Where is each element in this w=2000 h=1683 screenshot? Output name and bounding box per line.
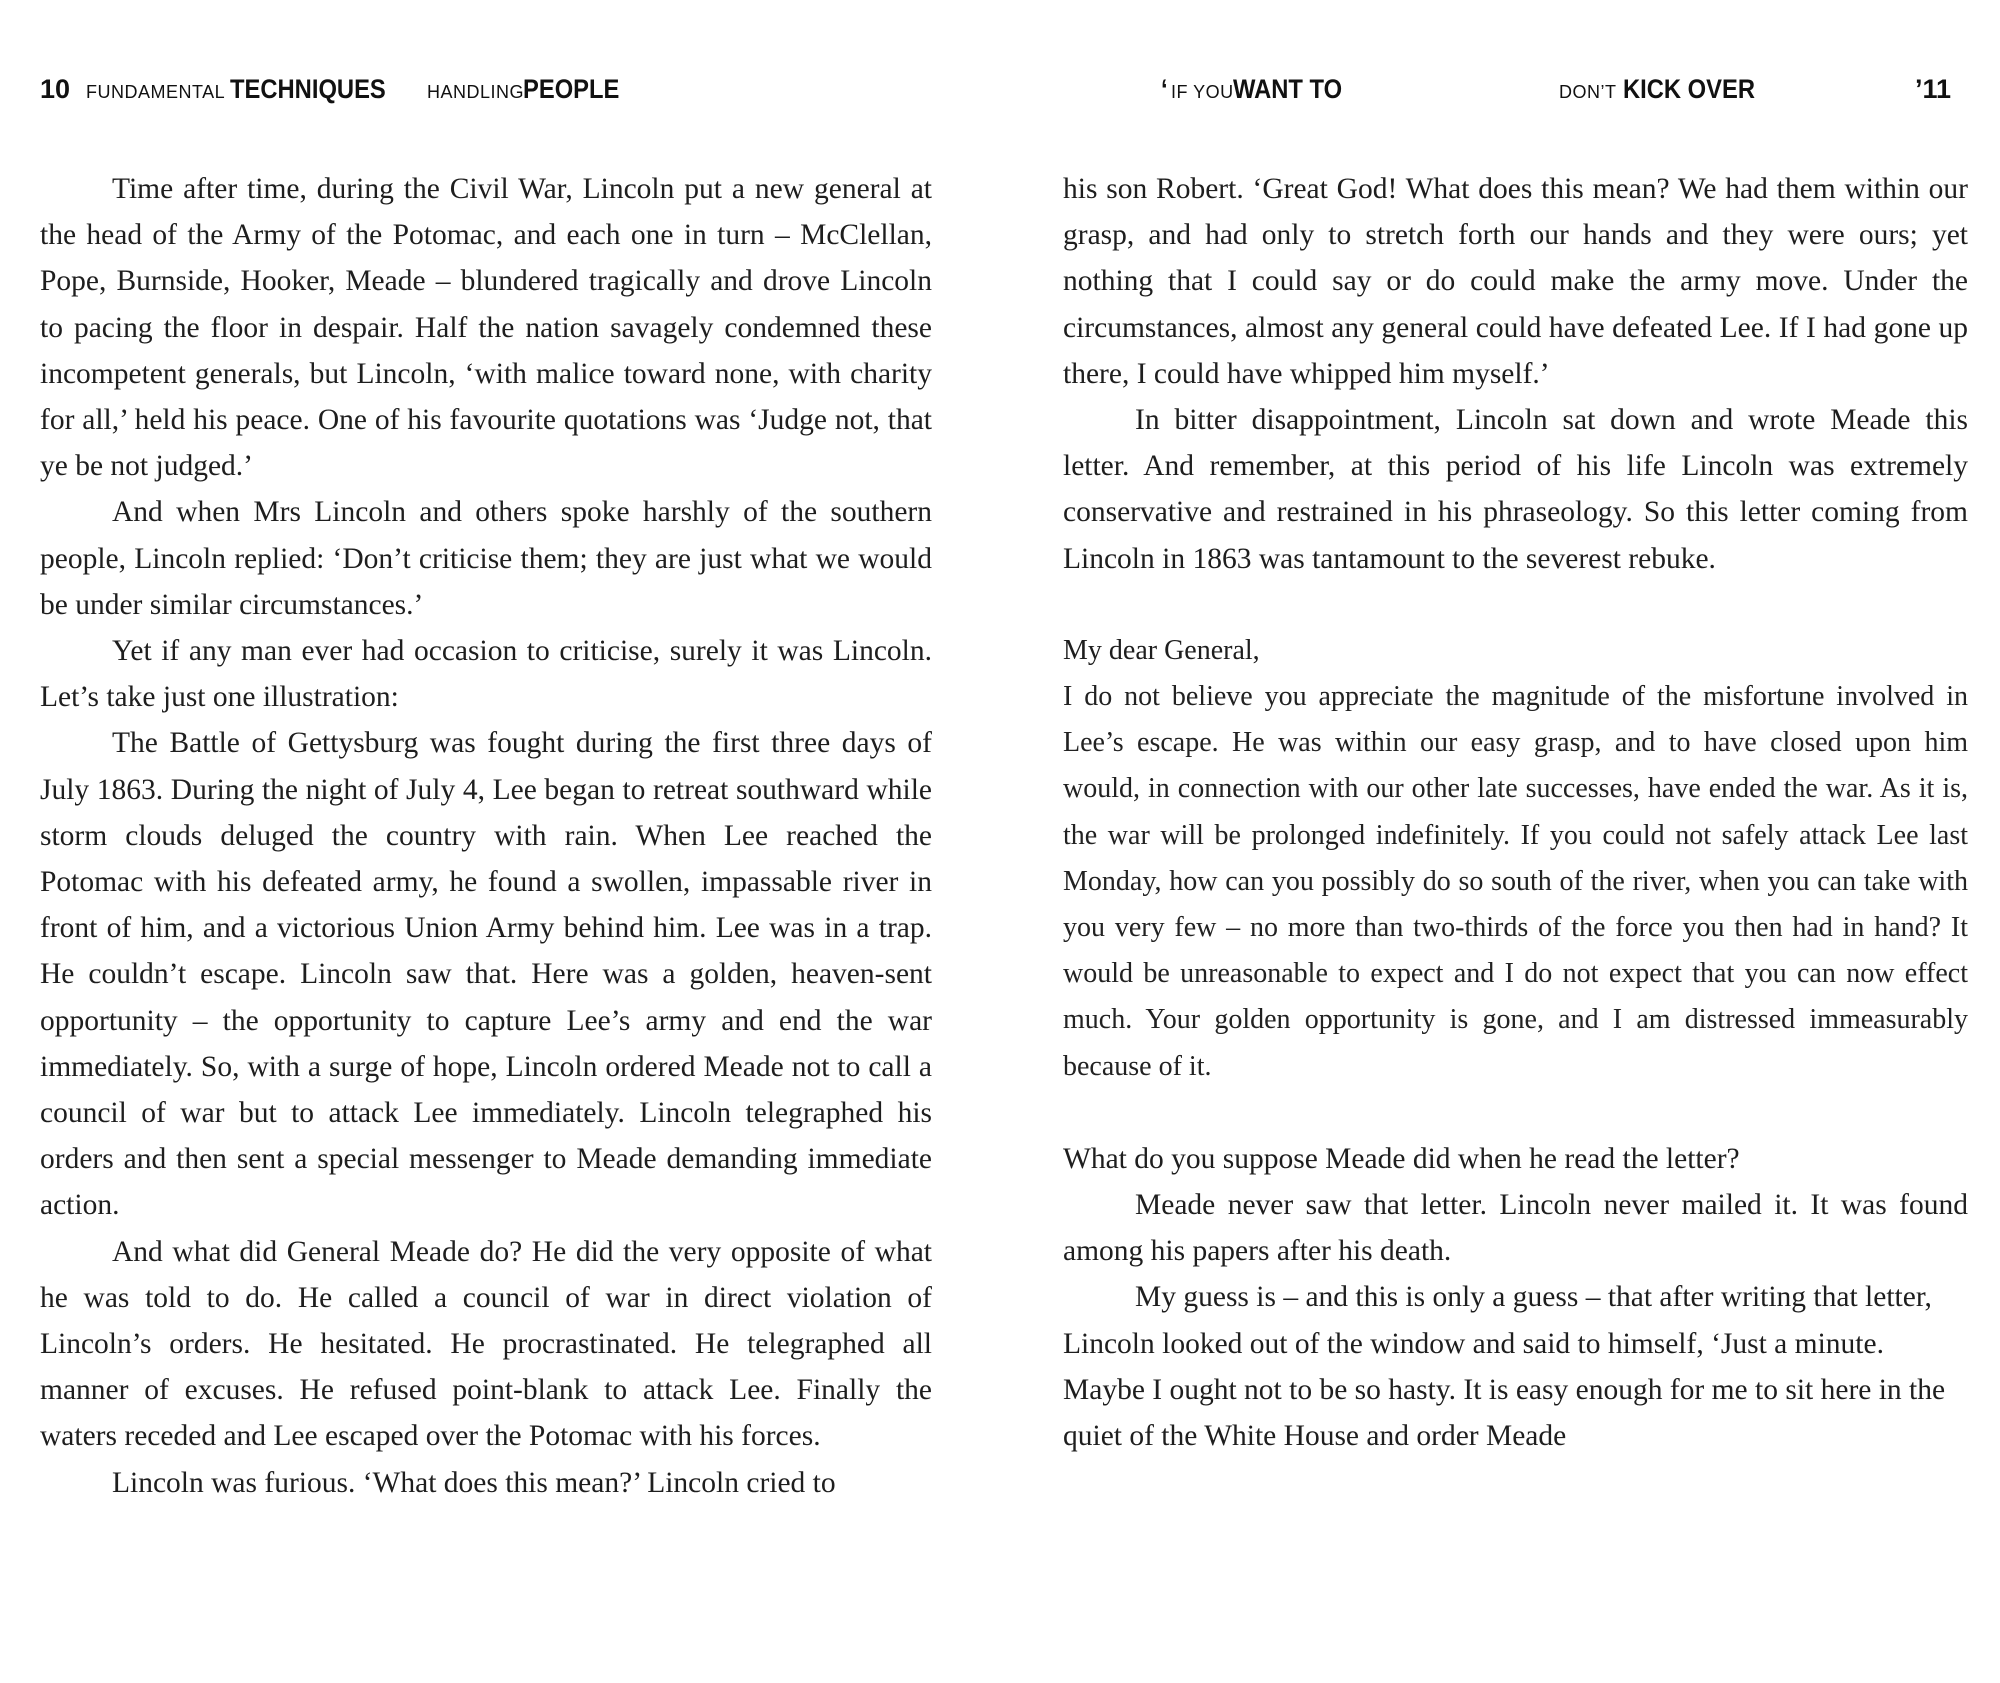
letter-body: I do not believe you appreciate the magnitude of the misfortune involved in Lee’s escape. He was within our easy grasp, and to have closed upon him would, in connection with our other late successes, have ended the war. As it is, the war will be prolonged indefinitely. If you could not safely attack Lee last Monday, how can you possibly do so south of the river, when you can take with you very few – no more than two-thirds of the force you then had in hand? It would be unreasonable to expect and I do not expect that you can now effect much. Your golden opportunity is gone, and I am distressed immeasurably because of it. [1063,681,1968,1082]
spacer [1063,1090,1968,1136]
running-head-part2-small: DON’T [1559,82,1617,102]
running-head-part-small: FUNDAMENTAL [86,82,226,102]
left-page [40,0,932,1683]
paragraph: My guess is – and this is only a guess – that after writing that letter, Lincoln looked out of the window and said to himself, ‘Just a minute. Maybe I ought not to be so hasty. It is easy enough for me to sit here in the quiet of the White House and order Meade [1063,1281,1946,1453]
left-running-head [40,74,932,114]
running-head-section-big: PEOPLE [523,74,620,104]
left-page-number: 10 [40,74,71,104]
paragraph: Yet if any man ever had occasion to criticise, surely it was Lincoln. Let’s take just one illustration: [40,635,932,714]
running-head-quote-mark: ‘ [1161,74,1168,104]
right-body-text [1063,166,1968,1459]
running-head-part1-big: WANT TO [1233,74,1343,104]
running-head-section-small: HANDLING [427,82,525,102]
paragraph-continued: his son Robert. ‘Great God! What does this mean? We had them within our grasp, and had only to stretch forth our hands and they were ours; yet nothing that I could say or do could make the army move. Under the circumstances, almost any general could have defeated Lee. If I had gone up there, I could have whipped him myself.’ [1063,173,1968,390]
paragraph: In bitter disappointment, Lincoln sat down and wrote Meade this letter. And remember, at this period of his life Lincoln was extremely conservative and restrained in his phraseology. So this letter coming from Lincoln in 1863 was tantamount to the severest rebuke. [1063,404,1968,575]
right-page-number: ’11 [1915,74,1952,104]
question-line: What do you suppose Meade did when he read the letter? [1063,1142,1740,1175]
paragraph: Meade never saw that letter. Lincoln never mailed it. It was found among his papers after his death. [1063,1189,1968,1268]
spacer [1063,582,1968,628]
right-page [1063,0,1968,1683]
letter-salutation: My dear General, [1063,634,1260,666]
running-head-part2-big: KICK OVER [1623,74,1756,104]
paragraph: Lincoln was furious. ‘What does this mean?’ Lincoln cried to [112,1466,836,1499]
left-body-text [40,166,932,1506]
paragraph: And when Mrs Lincoln and others spoke harshly of the southern people, Lincoln replied: ‘Don’t criticise them; they are just what we would be under similar circumstances.’ [40,496,932,621]
running-head-part-big: TECHNIQUES [230,74,386,104]
paragraph: Time after time, during the Civil War, Lincoln put a new general at the head of the Army of the Potomac, and each one in turn – McClellan, Pope, Burnside, Hooker, Meade – blundered tragically and drove Lincoln to pacing the floor in despair. Half the nation savagely condemned these incompetent generals, but Lincoln, ‘with malice toward none, with charity for all,’ held his peace. One of his favourite quotations was ‘Judge not, that ye be not judged.’ [40,173,932,483]
running-head-part1-small: IF YOU [1171,82,1234,102]
paragraph: And what did General Meade do? He did the very opposite of what he was told to do. He called a council of war in direct violation of Lincoln’s orders. He hesitated. He procrastinated. He telegraphed all manner of excuses. He refused point-blank to attack Lee. Finally the waters receded and Lee escaped over the Potomac with his forces. [40,1235,932,1453]
right-running-head [1063,74,1968,114]
paragraph: The Battle of Gettysburg was fought during the first three days of July 1863. During the night of July 4, Lee began to retreat southward while storm clouds deluged the country with rain. When Lee reached the Potomac with his defeated army, he found a swollen, impassable river in front of him, and a victorious Union Army behind him. Lee was in a trap. He couldn’t escape. Lincoln saw that. Here was a golden, heaven-sent opportunity – the opportunity to capture Lee’s army and end the war immediately. So, with a surge of hope, Lincoln ordered Meade not to call a council of war but to attack Lee immediately. Lincoln telegraphed his orders and then sent a special messenger to Meade demanding immediate action. [40,727,932,1222]
